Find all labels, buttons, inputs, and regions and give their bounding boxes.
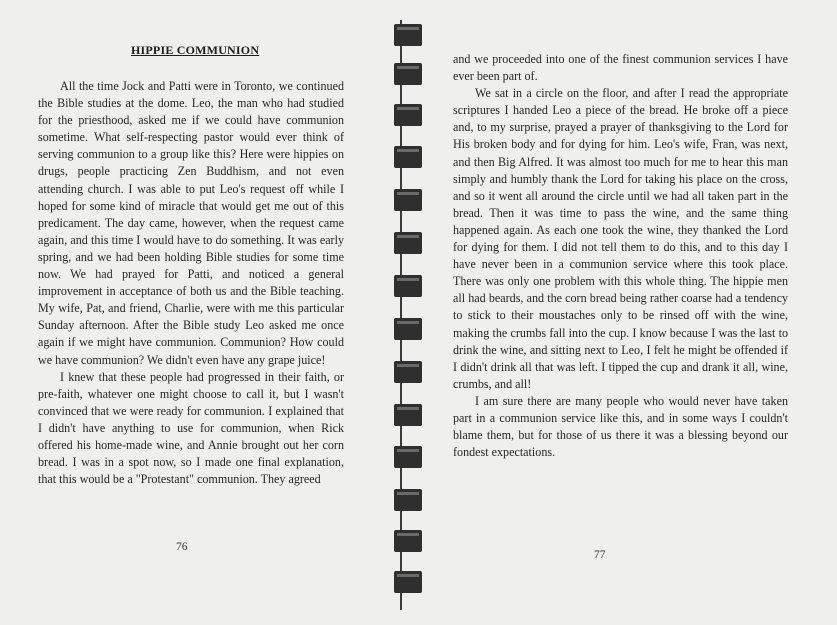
binding-coil bbox=[394, 571, 422, 593]
binding-coil bbox=[394, 361, 422, 383]
binding-coil bbox=[394, 189, 422, 211]
left-page-body bbox=[38, 78, 344, 488]
paragraph: I am sure there are many people who would never have taken part in a communion service like this, and in some ways I couldn't blame them, but for those of us there it was a blessing beyond our fondest expectations. bbox=[453, 393, 788, 460]
spiral-binding bbox=[383, 0, 419, 625]
binding-coil bbox=[394, 489, 422, 511]
binding-coil bbox=[394, 24, 422, 46]
right-page-body bbox=[453, 51, 788, 461]
left-page bbox=[0, 0, 385, 625]
paragraph: I knew that these people had progressed in their faith, or pre-faith, whatever one might choose to call it, but I wasn't convinced that we were ready for communion. I explained that I didn't have anything to use for communion, when Rick offered his home-made wine, and Annie brought out her corn bread. I was in a spot now, so I made one final explanation, that this would be a "Protestant" communion. They agreed bbox=[38, 369, 344, 487]
binding-coil bbox=[394, 104, 422, 126]
binding-coil bbox=[394, 446, 422, 468]
paragraph: We sat in a circle on the floor, and after I read the appropriate scriptures I handed Leo a piece of the bread. He broke off a piece and, to my surprise, prayed a prayer of thanksgiving to the Lord for His broken body and for dying for him. Leo's wife, Fran, was next, and then Big Alfred. It was almost too much for me to hear this man simply and humbly thank the Lord for taking his place on the cross, and so it went all around the circle until we had all taken part in the bread. Then it was time to pass the wine, and the same thing happened again. As each one took the wine, they thanked the Lord for dying for them. I did not tell them to do this, and to this day I have never been in a communion service where this took place. There was only one problem with this whole thing. The hippie men all had beards, and the corn bread being rather coarse had a tendency to stick to their moustaches only to be rinsed off with the wine, making the crumbs fall into the cup. I know because I was the last to drink the wine, and sitting next to Leo, I felt he might be offended if I didn't drink all that was left. I tipped the cup and drank it all, wine, crumbs, and all! bbox=[453, 86, 788, 391]
paragraph: and we proceeded into one of the finest communion services I have ever been part of. bbox=[453, 52, 788, 84]
page-number-right: 77 bbox=[594, 549, 606, 561]
page-number-left: 76 bbox=[176, 541, 188, 553]
binding-coil bbox=[394, 275, 422, 297]
right-page bbox=[420, 0, 837, 625]
binding-coil bbox=[394, 530, 422, 552]
binding-coil bbox=[394, 146, 422, 168]
binding-coil bbox=[394, 232, 422, 254]
binding-coil bbox=[394, 63, 422, 85]
paragraph: All the time Jock and Patti were in Toronto, we continued the Bible studies at the dome. Leo, the man who had studied for the priesthood, asked me if we could have communion sometime. What self-respecting pastor would ever think of serving communion to a group like this? Here were hippies on drugs, people practicing Zen Buddhism, and not even attending church. I was able to put Leo's request off while I hoped for some kind of miracle that would get me out of this predicament. The day came, however, when the request came again, and this time I would have to do something. It was early spring, and we had been holding Bible studies for some time now. We had prayed for Patti, and noticed a general improvement in acceptance of both us and the Bible teaching. My wife, Pat, and friend, Charlie, were with me this particular Sunday afternoon. After the Bible study Leo asked me once again if we might have communion. Communion? How could we have communion? We didn't even have any grape juice! bbox=[38, 79, 344, 367]
chapter-title: HIPPIE COMMUNION bbox=[131, 43, 260, 57]
binding-coil bbox=[394, 318, 422, 340]
binding-coil bbox=[394, 404, 422, 426]
